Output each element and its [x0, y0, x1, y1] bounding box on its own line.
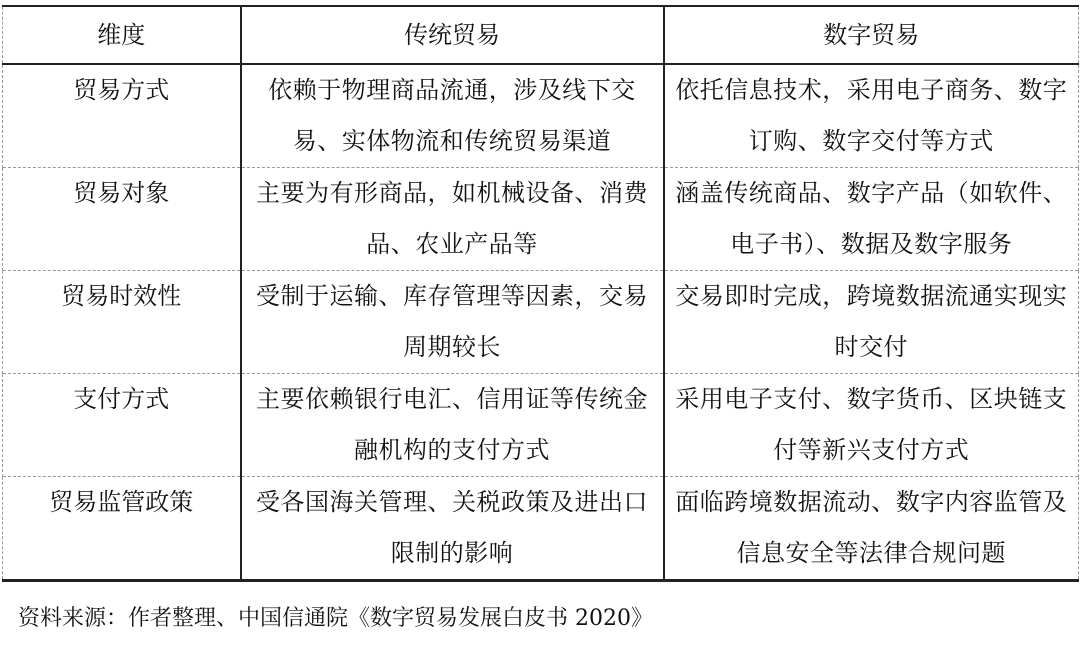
row-digital: 依托信息技术，采用电子商务、数字订购、数字交付等方式	[664, 64, 1079, 168]
comparison-table	[2, 5, 1079, 582]
row-digital: 采用电子支付、数字货币、区块链支付等新兴支付方式	[664, 374, 1079, 477]
row-traditional: 受各国海关管理、关税政策及进出口限制的影响	[241, 477, 664, 581]
header-traditional-trade: 传统贸易	[241, 6, 664, 64]
header-digital-trade: 数字贸易	[664, 6, 1079, 64]
row-traditional: 主要为有形商品，如机械设备、消费品、农业产品等	[241, 168, 664, 271]
comparison-table-container	[2, 5, 1078, 582]
source-note: 资料来源：作者整理、中国信通院《数字贸易发展白皮书 2020》	[18, 606, 653, 631]
header-dimension: 维度	[3, 6, 241, 64]
table-row	[3, 374, 1079, 477]
row-dimension: 贸易对象	[3, 168, 241, 271]
row-traditional: 受制于运输、库存管理等因素，交易周期较长	[241, 271, 664, 374]
row-digital: 涵盖传统商品、数字产品（如软件、电子书）、数据及数字服务	[664, 168, 1079, 271]
table-header-row	[3, 6, 1079, 64]
row-dimension: 贸易方式	[3, 64, 241, 168]
row-dimension: 贸易监管政策	[3, 477, 241, 581]
row-digital: 面临跨境数据流动、数字内容监管及信息安全等法律合规问题	[664, 477, 1079, 581]
row-dimension: 贸易时效性	[3, 271, 241, 374]
row-dimension: 支付方式	[3, 374, 241, 477]
table-row	[3, 64, 1079, 168]
table-row	[3, 168, 1079, 271]
table-row	[3, 271, 1079, 374]
row-traditional: 依赖于物理商品流通，涉及线下交易、实体物流和传统贸易渠道	[241, 64, 664, 168]
table-row	[3, 477, 1079, 581]
row-traditional: 主要依赖银行电汇、信用证等传统金融机构的支付方式	[241, 374, 664, 477]
row-digital: 交易即时完成，跨境数据流通实现实时交付	[664, 271, 1079, 374]
